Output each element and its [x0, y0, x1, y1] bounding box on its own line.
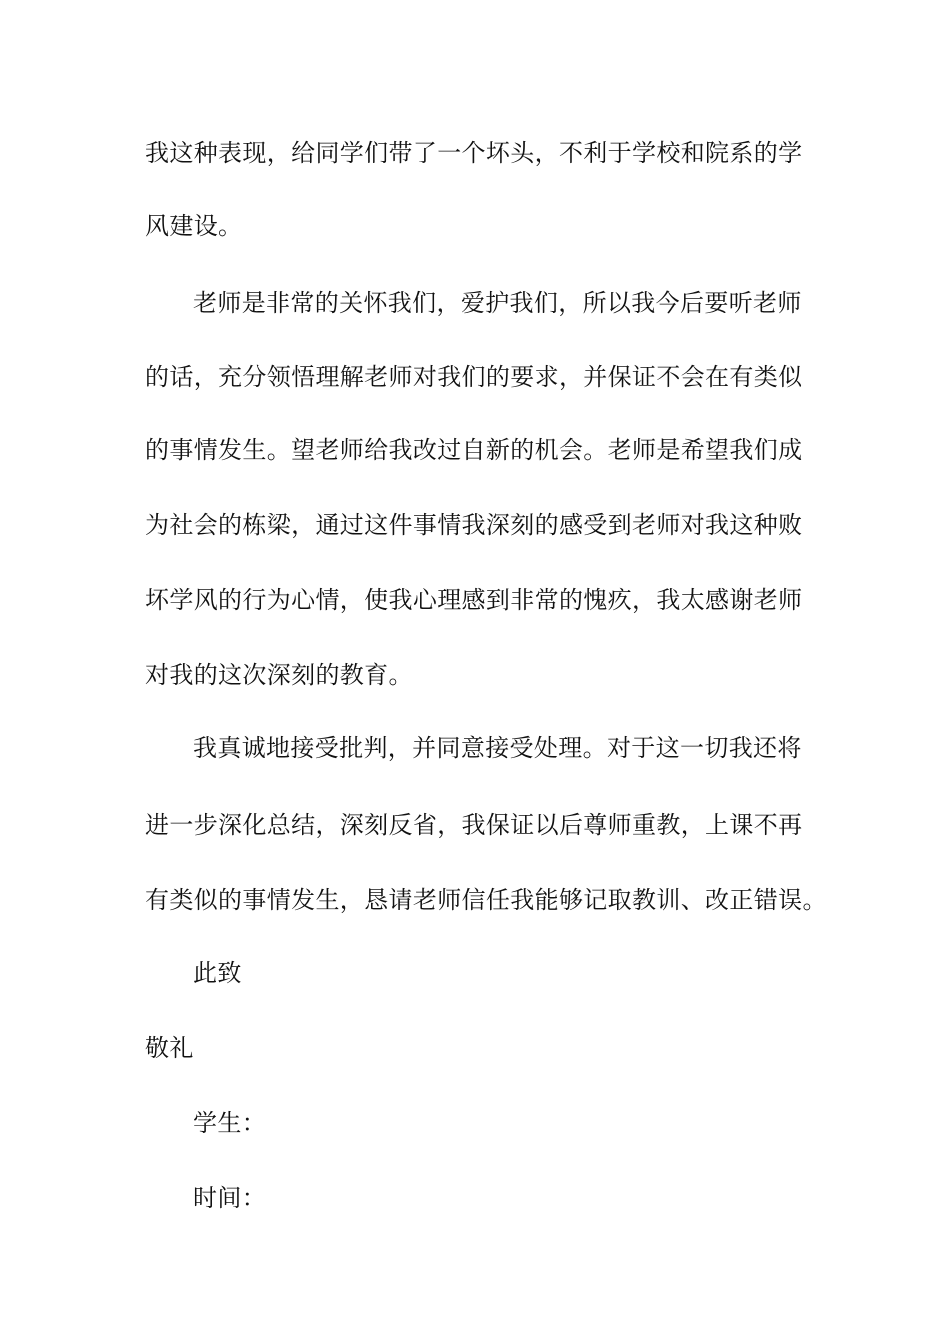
- text-line: 的话，充分领悟理解老师对我们的要求，并保证不会在有类似: [145, 363, 803, 391]
- text-line: 为社会的栋梁，通过这件事情我深刻的感受到老师对我这种败: [145, 511, 803, 539]
- text-line: 我这种表现，给同学们带了一个坏头，不利于学校和院系的学: [145, 139, 803, 167]
- text-line: 进一步深化总结，深刻反省，我保证以后尊师重教，上课不再: [145, 811, 803, 839]
- signature-student-label: 学生：: [193, 1109, 267, 1137]
- text-line: 坏学风的行为心情，使我心理感到非常的愧疚，我太感谢老师: [145, 586, 803, 614]
- paragraph-start-line: 我真诚地接受批判，并同意接受处理。对于这一切我还将: [193, 734, 802, 762]
- signature-date-label: 时间：: [193, 1184, 267, 1212]
- text-line: 风建设。: [145, 212, 243, 240]
- text-line: 有类似的事情发生，恳请老师信任我能够记取教训、改正错误。: [145, 886, 827, 914]
- text-line: 对我的这次深刻的教育。: [145, 661, 413, 689]
- paragraph-start-line: 老师是非常的关怀我们，爱护我们，所以我今后要听老师: [193, 289, 802, 317]
- text-line: 的事情发生。望老师给我改过自新的机会。老师是希望我们成: [145, 436, 803, 464]
- closing-salutation: 此致: [193, 959, 242, 987]
- closing-respect: 敬礼: [145, 1034, 194, 1062]
